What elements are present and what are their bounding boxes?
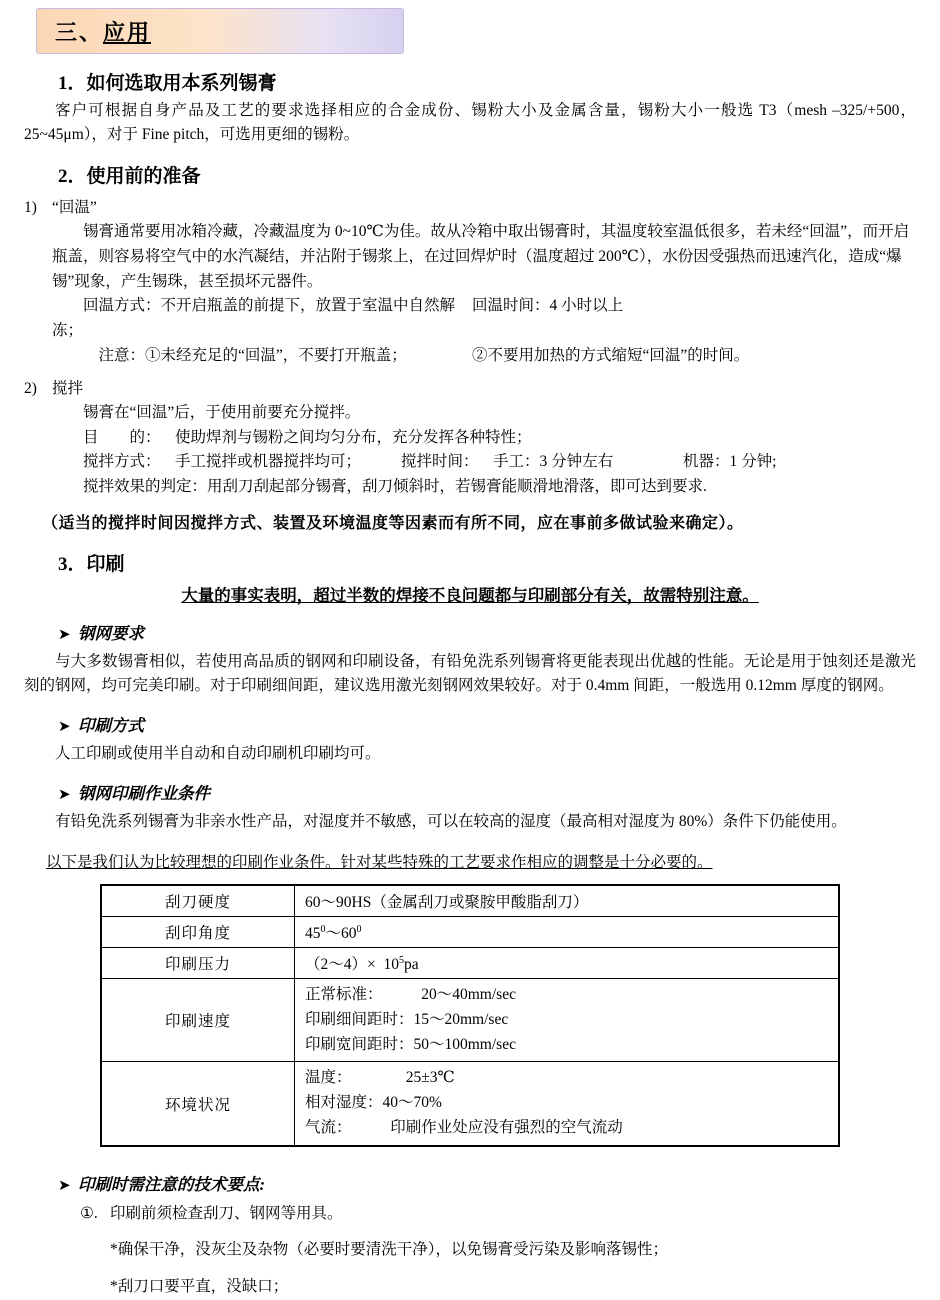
stir-goal-text: 使助焊剂与锡粉之间均匀分布，充分发挥各种特性； bbox=[175, 428, 532, 446]
table-row bbox=[101, 979, 839, 1062]
reheat-method: 回温方式：不开启瓶盖的前提下，放置于室温中自然解冻； bbox=[52, 297, 456, 340]
table-cell-label: 印刷速度 bbox=[101, 979, 295, 1062]
table-row bbox=[101, 885, 839, 917]
reheat-note-row bbox=[52, 344, 916, 369]
table-row bbox=[101, 917, 839, 948]
table-cell-value bbox=[295, 948, 840, 979]
environment-line: 相对湿度：40～70% bbox=[305, 1094, 442, 1112]
table-cell-value bbox=[295, 979, 840, 1062]
bullet-label: 钢网要求 bbox=[78, 624, 144, 644]
paragraph-print-conditions: 有铅免洗系列锡膏为非亲水性产品，对湿度并不敏感，可以在较高的湿度（最高相对湿度为 80%）条件下仍能使用。 bbox=[55, 813, 847, 831]
environment-line: 温度： 25±3℃ bbox=[305, 1069, 455, 1087]
heading-2: 2．使用前的准备 bbox=[58, 166, 201, 188]
list-item-title: “回温” bbox=[52, 199, 97, 217]
arrow-bullet-icon: ➤ bbox=[58, 719, 71, 736]
list-number: 2) bbox=[24, 379, 37, 397]
arrow-bullet-icon: ➤ bbox=[58, 1177, 71, 1194]
stir-time-text: 手工：3 分钟左右 bbox=[493, 453, 614, 471]
table-cell-label: 印刷压力 bbox=[101, 948, 295, 979]
stir-method-text: 手工搅拌或机器搅拌均可； bbox=[175, 453, 362, 471]
print-conditions-table bbox=[100, 884, 840, 1147]
section-banner-title: 应用 bbox=[103, 19, 152, 45]
tip-note: *刮刀口要平直，没缺口； bbox=[110, 1277, 289, 1295]
paragraph-2-2: 锡膏在“回温”后，于使用前要充分搅拌。 bbox=[83, 403, 361, 421]
tip-number: ①. bbox=[80, 1204, 98, 1222]
table-row bbox=[101, 948, 839, 979]
bullet-item-print-tips bbox=[58, 1171, 916, 1195]
bullet-label: 印刷方式 bbox=[78, 716, 144, 736]
squeegee-angle-value: $45^0\sim 60^0$ bbox=[305, 923, 362, 943]
stir-evaluation: 搅拌效果的判定：用刮刀刮起部分锡膏，刮刀倾斜时，若锡膏能顺滑地滑落，即可达到要求. bbox=[83, 478, 707, 496]
stir-goal-row bbox=[83, 426, 916, 451]
heading-1: 1．如何选取用本系列锡膏 bbox=[58, 73, 277, 94]
table-cell-label: 刮刀硬度 bbox=[101, 885, 295, 917]
bullet-item-print-conditions bbox=[58, 780, 916, 804]
arrow-bullet-icon: ➤ bbox=[58, 787, 71, 804]
table-cell-label: 环境状况 bbox=[101, 1062, 295, 1146]
reheat-time: 回温时间：4 小时以上 bbox=[472, 297, 624, 315]
bullet-item-stencil-requirement bbox=[58, 620, 916, 644]
print-emphasis bbox=[24, 582, 916, 606]
stir-method-row bbox=[83, 450, 916, 475]
subsection-text-1 bbox=[52, 220, 916, 369]
subsection-text-2 bbox=[52, 401, 916, 500]
paragraph-stencil-requirement: 与大多数锡膏相似，若使用高品质的钢网和印刷设备，有铅免洗系列锡膏将更能表现出优越的性能。无论是用于蚀刻还是激光刻的钢网，均可完美印刷。对于印刷细间距，建议选用激光刻钢网效果较好。对于 0.4mm 间距，一般选用 0.12mm 厚度的钢网。 bbox=[24, 653, 916, 695]
paragraph-print-method: 人工印刷或使用半自动和自动印刷机印刷均可。 bbox=[55, 745, 381, 763]
stir-method-label: 搅拌方式： bbox=[83, 453, 161, 471]
squeegee-hardness-value: 60～90HS（金属刮刀或聚胺甲酸脂刮刀） bbox=[305, 894, 589, 912]
bullet-label: 印刷时需注意的技术要点: bbox=[78, 1174, 265, 1194]
section-banner-prefix: 三、 bbox=[55, 19, 104, 45]
print-speed-line: 正常标准： 20～40mm/sec bbox=[305, 986, 516, 1004]
paragraph-1: 客户可根据自身产品及工艺的要求选择相应的合金成份、锡粉大小及金属含量，锡粉大小一般选 T3（mesh –325/+500，25~45μm），对于 Fine pitch，可选用更细的锡粉。 bbox=[24, 102, 916, 144]
reheat-note-2: ②不要用加热的方式缩短“回温”的时间。 bbox=[472, 347, 750, 365]
reheat-note-1: 注意：①未经充足的“回温”，不要打开瓶盖； bbox=[98, 347, 407, 365]
table-cell-value bbox=[295, 885, 840, 917]
stir-time-label: 搅拌时间： bbox=[401, 453, 479, 471]
heading-3: 3．印刷 bbox=[58, 554, 125, 576]
list-item-title: 搅拌 bbox=[52, 379, 84, 397]
paragraph-2-1: 锡膏通常要用冰箱冷藏，冷藏温度为 0~10℃为佳。故从冷箱中取出锡膏时，其温度较室温低很多，若未经“回温”，而开启瓶盖，则容易将空气中的水汽凝结，并沾附于锡浆上，在过回焊炉时（温度超过 200℃），水份因受强热而迅速汽化，造成“爆锡”现象，产生锡珠，甚至损坏元器件。 bbox=[52, 223, 910, 290]
ideal-conditions-note: 以下是我们认为比较理想的印刷作业条件。针对某些特殊的工艺要求作相应的调整是十分必要的。 bbox=[46, 854, 713, 872]
print-speed-line: 印刷宽间距时：50～100mm/sec bbox=[305, 1035, 516, 1053]
print-emphasis-text: 大量的事实表明，超过半数的焊接不良问题都与印刷部分有关，故需特别注意。 bbox=[181, 586, 759, 606]
print-speed-line: 印刷细间距时：15～20mm/sec bbox=[305, 1010, 509, 1028]
bullet-label: 钢网印刷作业条件 bbox=[78, 784, 210, 804]
tip-item bbox=[80, 1201, 916, 1227]
list-item bbox=[24, 196, 916, 220]
list-item bbox=[24, 377, 916, 401]
print-speed-values bbox=[305, 983, 830, 1057]
tip-note: *确保干净，没灰尘及杂物（必要时要清洗干净），以免锡膏受污染及影响落锡性； bbox=[110, 1241, 669, 1259]
section-banner-text bbox=[55, 16, 151, 47]
table-cell-value bbox=[295, 917, 840, 948]
table-cell-label: 刮印角度 bbox=[101, 917, 295, 948]
reheat-method-row bbox=[52, 294, 916, 344]
table-row bbox=[101, 1062, 839, 1146]
table-cell-value bbox=[295, 1062, 840, 1146]
environment-line: 气流： 印刷作业处应没有强烈的空气流动 bbox=[305, 1119, 623, 1137]
stir-bold-note: （适当的搅拌时间因搅拌方式、装置及环境温度等因素而有所不同，应在事前多做试验来确定）。 bbox=[42, 515, 744, 533]
print-pressure-value: （2～4）× $10^5pa$ bbox=[305, 954, 419, 974]
tip-text: 印刷前须检查刮刀、钢网等用具。 bbox=[110, 1204, 343, 1222]
bullet-item-print-method bbox=[58, 712, 916, 736]
list-number: 1) bbox=[24, 199, 37, 217]
stir-goal-label: 目 的： bbox=[83, 428, 161, 446]
stir-time-text-2: 机器：1 分钟; bbox=[683, 453, 777, 471]
section-banner bbox=[36, 8, 404, 54]
environment-values bbox=[305, 1066, 830, 1140]
arrow-bullet-icon: ➤ bbox=[58, 627, 71, 644]
